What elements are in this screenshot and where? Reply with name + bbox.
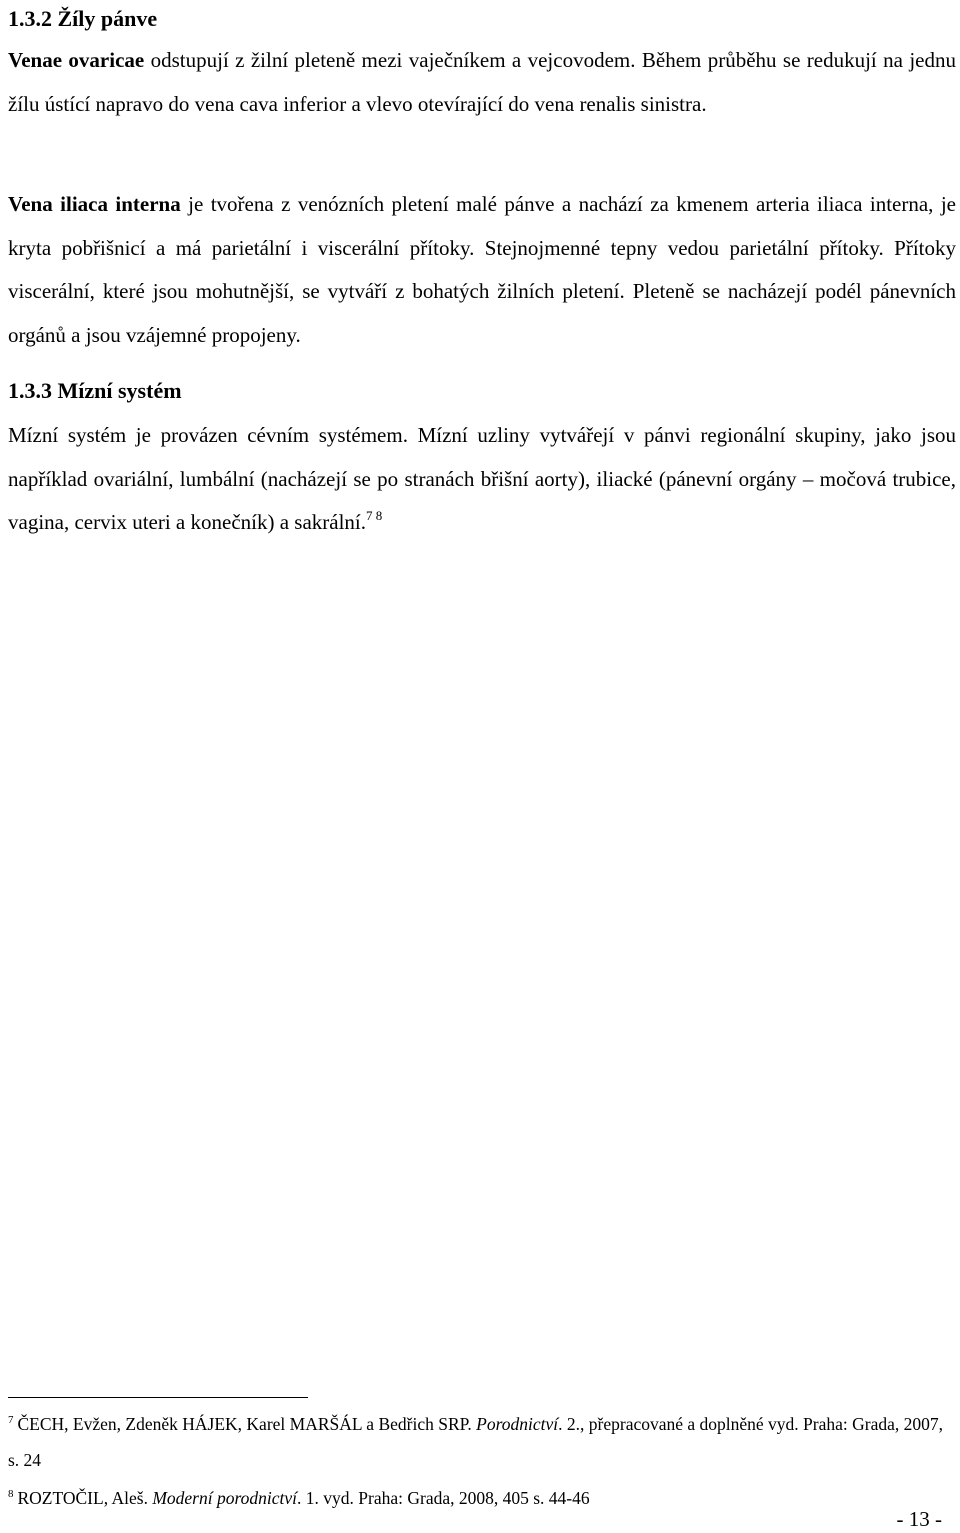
footnote-number: 7 — [8, 1414, 14, 1426]
term-venae-ovaricae: Venae ovaricae — [8, 48, 145, 72]
document-page — [8, 0, 956, 1533]
footnote-title: Moderní porodnictví — [152, 1488, 298, 1508]
term-vena-iliaca-interna: Vena iliaca interna — [8, 192, 181, 216]
paragraph-vena-iliaca-interna — [8, 183, 956, 357]
paragraph-mizni-system — [8, 414, 956, 545]
footnote-authors: ROZTOČIL, Aleš. — [17, 1488, 153, 1508]
section-heading-zily-panve: 1.3.2 Žíly pánve — [8, 6, 158, 31]
footnote-publication: . 1. vyd. Praha: Grada, 2008, 405 s. 44-46 — [297, 1488, 590, 1508]
footnote-title: Porodnictví — [476, 1414, 559, 1434]
section-heading-mizni-system: 1.3.3 Mízní systém — [8, 378, 182, 403]
footnote-number: 8 — [8, 1488, 14, 1500]
paragraph-text: je tvořena z venózních pletení malé pánve a nachází za kmenem arteria iliaca interna, je kryta pobřišnicí a má parietální i viscerální přítoky. Stejnojmenné tepny vedou parietální přítoky. Přítoky viscerální, které jsou mohutnější, se vytváří z bohatých žilních pletení. Pleteně se nacházejí podél pánevních orgánů a jsou vzájemné propojeny. — [8, 192, 957, 347]
paragraph-text: Mízní systém je provázen cévním systémem. Mízní uzliny vytvářejí v pánvi regionální skupiny, jako jsou například ovariální, lumbální (nacházejí se po stranách břišní aorty), iliacké (pánevní orgány – močová trubice, vagina, cervix uteri a konečník) a sakrální. — [8, 423, 956, 534]
footnote-7 — [8, 1406, 956, 1478]
footnote-reference[interactable]: 7 8 — [366, 508, 383, 523]
footnote-authors: ČECH, Evžen, Zdeněk HÁJEK, Karel MARŠÁL a Bedřich SRP. — [17, 1414, 477, 1434]
footnote-8 — [8, 1480, 956, 1516]
paragraph-text: odstupují z žilní pleteně mezi vaječníkem a vejcovodem. Během průběhu se redukují na jednu žílu ústící napravo do vena cava inferior a vlevo otevírající do vena renalis sinistra. — [8, 48, 956, 116]
footnote-publication: . 2., přepracované a doplněné vyd. Praha: Grada, 2007, s. 24 — [8, 1414, 944, 1470]
footnote-separator — [8, 1397, 308, 1398]
page-number: - 13 - — [896, 1507, 942, 1531]
paragraph-venae-ovaricae — [8, 39, 956, 126]
